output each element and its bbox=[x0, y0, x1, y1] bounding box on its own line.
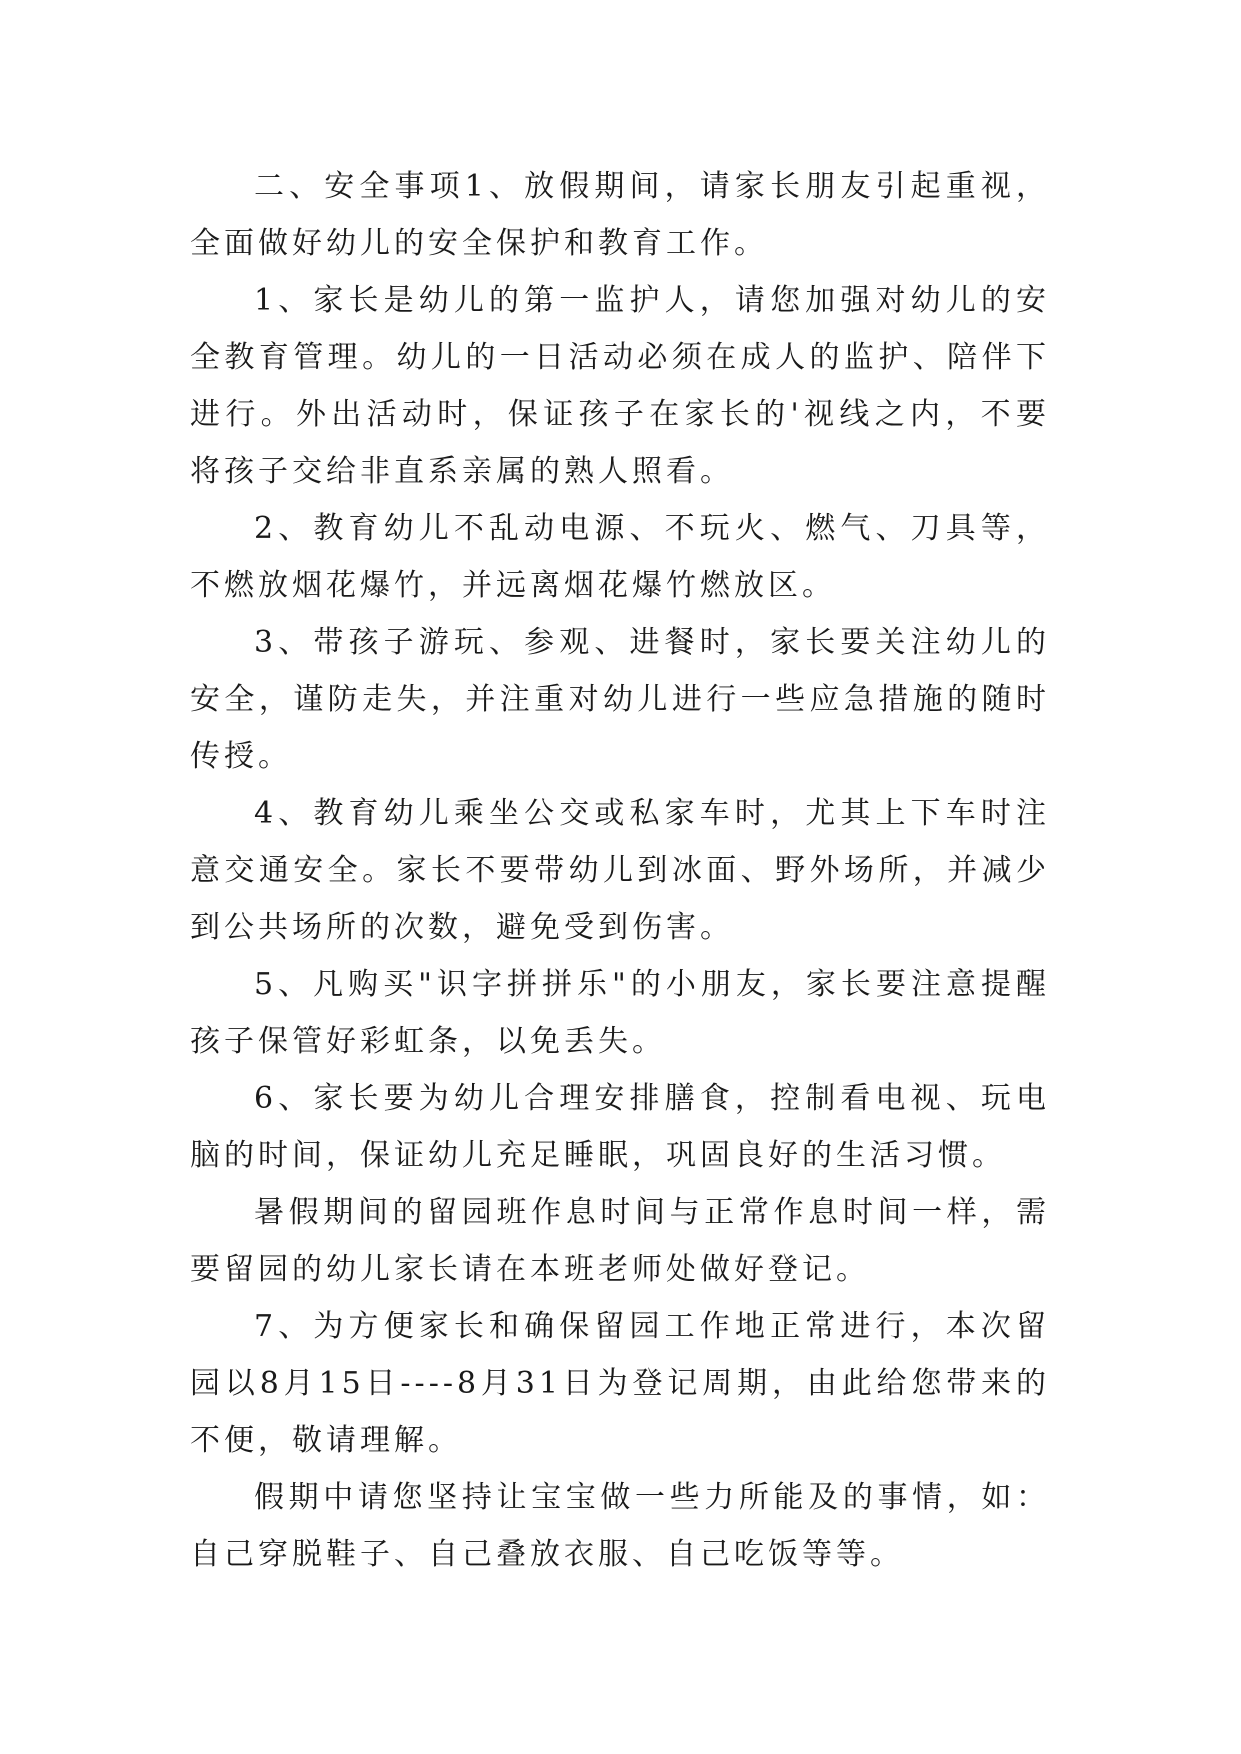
paragraph-item-2: 2、教育幼儿不乱动电源、不玩火、燃气、刀具等，不燃放烟花爆竹，并远离烟花爆竹燃放区。 bbox=[190, 511, 1050, 603]
paragraph-item-4: 4、教育幼儿乘坐公交或私家车时，尤其上下车时注意交通安全。家长不要带幼儿到冰面、野外场所，并减少到公共场所的次数，避免受到伤害。 bbox=[190, 796, 1050, 945]
document-body bbox=[190, 158, 1050, 1583]
paragraph-summer-class: 暑假期间的留园班作息时间与正常作息时间一样，需要留园的幼儿家长请在本班老师处做好登记。 bbox=[190, 1195, 1050, 1287]
paragraph-self-care: 假期中请您坚持让宝宝做一些力所能及的事情，如：自己穿脱鞋子、自己叠放衣服、自己吃饭等等。 bbox=[190, 1480, 1050, 1572]
paragraph-item-5: 5、凡购买"识字拼拼乐"的小朋友，家长要注意提醒孩子保管好彩虹条，以免丢失。 bbox=[190, 967, 1050, 1059]
paragraph-safety-intro: 二、安全事项1、放假期间，请家长朋友引起重视，全面做好幼儿的安全保护和教育工作。 bbox=[190, 169, 1050, 261]
paragraph-item-3: 3、带孩子游玩、参观、进餐时，家长要关注幼儿的安全，谨防走失，并注重对幼儿进行一些应急措施的随时传授。 bbox=[190, 625, 1050, 774]
paragraph-item-6: 6、家长要为幼儿合理安排膳食，控制看电视、玩电脑的时间，保证幼儿充足睡眠，巩固良好的生活习惯。 bbox=[190, 1081, 1050, 1173]
paragraph-item-1: 1、家长是幼儿的第一监护人，请您加强对幼儿的安全教育管理。幼儿的一日活动必须在成人的监护、陪伴下进行。外出活动时，保证孩子在家长的'视线之内，不要将孩子交给非直系亲属的熟人照看。 bbox=[190, 283, 1050, 489]
paragraph-item-7: 7、为方便家长和确保留园工作地正常进行，本次留园以8月15日----8月31日为登记周期，由此给您带来的不便，敬请理解。 bbox=[190, 1309, 1050, 1458]
